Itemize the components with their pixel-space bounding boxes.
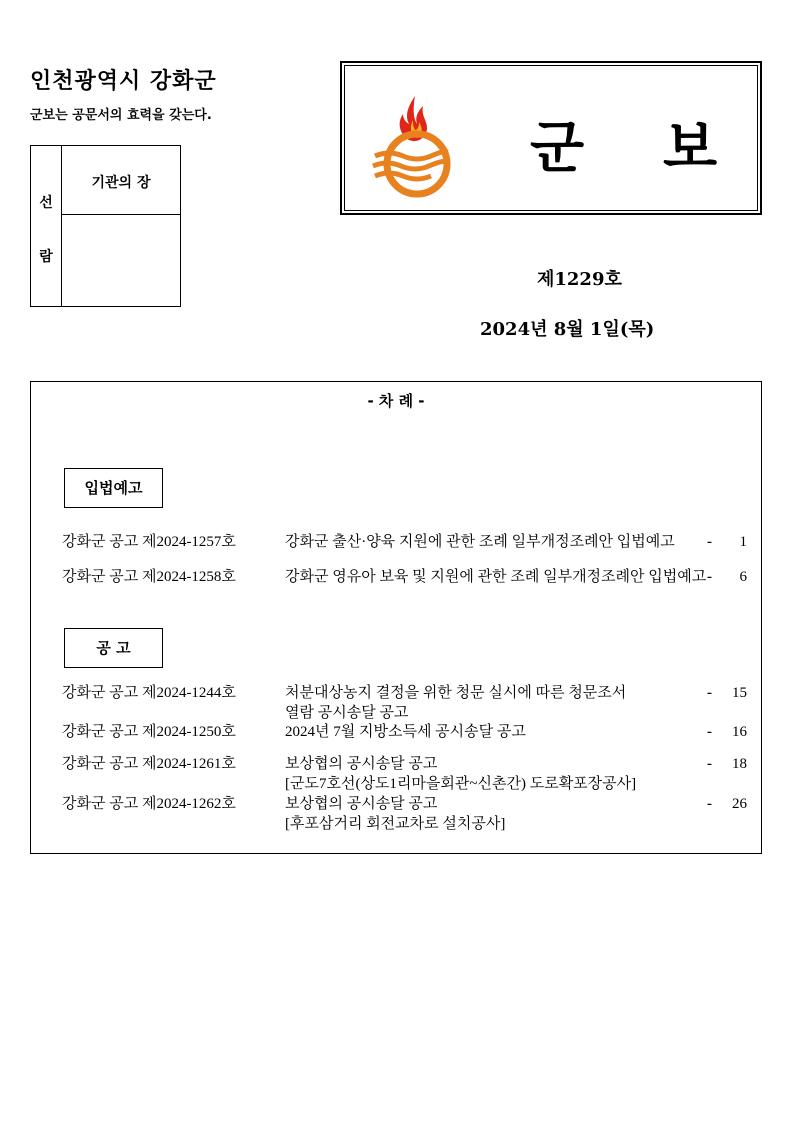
review-head-cell [62,146,180,215]
leader-dash: - [707,756,712,772]
page-number: 26 [732,796,747,812]
page-number: 1 [739,534,747,550]
notice-number: 강화군 공고 제2024-1257호 [62,534,236,550]
leader-dash: - [707,796,712,812]
toc-title: - 차 례 - [367,392,425,410]
page-number: 16 [732,724,747,740]
entry-title: 2024년 7월 지방소득세 공시송달 공고 [285,724,526,740]
notice-number: 강화군 공고 제2024-1258호 [62,569,236,585]
page-number: 6 [739,569,747,585]
notice-number: 강화군 공고 제2024-1250호 [62,724,236,740]
gunbo-flame-logo-icon [369,90,465,200]
city-name: 인천광역시 강화군 [30,69,217,94]
masthead [340,61,762,215]
leader-dash: - [707,724,712,740]
notice-number: 강화군 공고 제2024-1244호 [62,685,236,701]
notice-number: 강화군 공고 제2024-1262호 [62,796,236,812]
section-label-legislative-notice: 입법예고 [64,468,163,508]
entry-title: 강화군 영유아 보육 및 지원에 관한 조례 일부개정조례안 입법예고 [285,569,707,585]
review-side-char: 선 [39,195,53,211]
masthead-title-char: 군 [530,116,585,181]
issue-date: 2024년 8월 1일(목) [480,319,655,340]
table-of-contents [30,381,762,854]
masthead-title-char: 보 [663,116,718,181]
entry-title-line2: [군도7호선(상도1리마을회관~신촌간) 도로확포장공사] [285,776,637,792]
page-number: 18 [732,756,747,772]
review-side-char: 람 [39,249,53,265]
section-label-public-notice: 공 고 [64,628,163,668]
legal-notice: 군보는 공문서의 효력을 갖는다. [30,108,212,123]
issue-number: 제1229호 [537,269,622,290]
review-side-cell [31,146,62,306]
review-stamp-box [30,145,181,307]
leader-dash: - [707,685,712,701]
notice-number: 강화군 공고 제2024-1261호 [62,756,236,772]
entry-title: 보상협의 공시송달 공고 [285,796,438,812]
page-number: 15 [732,685,747,701]
entry-title: 보상협의 공시송달 공고 [285,756,438,772]
entry-title-line2: [후포삼거리 회전교차로 설치공사] [285,816,506,832]
review-head-label: 기관의 장 [91,175,151,191]
entry-title: 강화군 출산·양육 지원에 관한 조례 일부개정조례안 입법예고 [285,534,675,550]
leader-dash: - [707,534,712,550]
leader-dash: - [707,569,712,585]
entry-title: 처분대상농지 결정을 위한 청문 실시에 따른 청문조서 [285,685,627,701]
entry-title-line2: 열람 공시송달 공고 [285,705,409,721]
